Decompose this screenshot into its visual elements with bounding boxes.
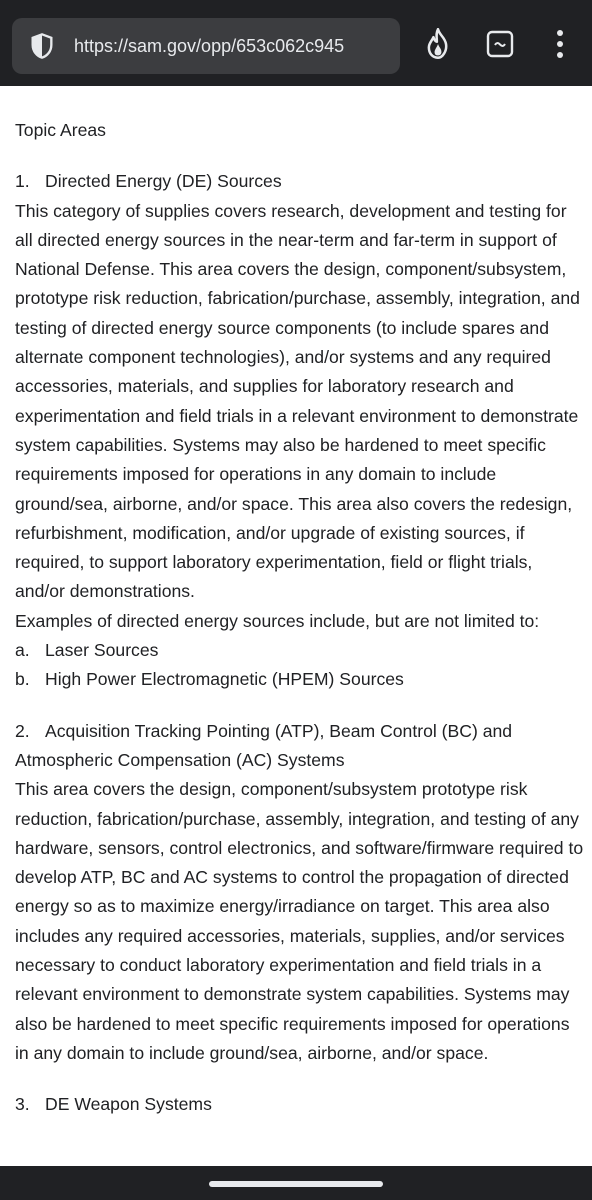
topic-2-number: 2. — [15, 720, 30, 741]
example-text: High Power Electromagnetic (HPEM) Sources — [45, 669, 404, 690]
topic-1-title — [15, 167, 585, 196]
topic-2-title-text: Acquisition Tracking Pointing (ATP), Beam Control (BC) and Atmospheric Compensation (AC) Systems — [15, 720, 513, 770]
url-text[interactable]: https://sam.gov/opp/653c062c945 — [74, 36, 345, 56]
home-gesture-handle[interactable] — [209, 1181, 383, 1187]
example-text: Laser Sources — [45, 640, 159, 661]
browser-toolbar — [0, 0, 592, 86]
shield-icon[interactable] — [28, 32, 56, 60]
fire-icon — [424, 28, 452, 60]
example-label: a. — [15, 640, 30, 661]
topic-1-body: This category of supplies covers research, development and testing for all directed energy sources in the near-term and far-term in support of National Defense. This area covers the design, component/subsystem, prototype risk reduction, fabrication/purchase, assembly, integration, and testing of directed energy source components (to include spares and alternate component technologies), and/or systems and any required accessories, materials, and supplies for laboratory research and experimentation and field trials in a relevant environment to demonstrate system capabilities. Systems may also be hardened to meet specific requirements imposed for operations in any domain to include ground/sea, airborne, and/or space. This area also covers the redesign, refurbishment, modification, and/or upgrade of existing sources, if required, to support laboratory experimentation, field or flight trials, and/or demonstrations. — [15, 200, 580, 602]
tab-switcher-icon — [485, 29, 515, 59]
topic-3-number: 3. — [15, 1094, 30, 1115]
document-content — [15, 116, 585, 1120]
example-label: b. — [15, 669, 30, 690]
example-item-a — [15, 636, 585, 665]
fire-button[interactable] — [418, 24, 458, 64]
tab-switcher-button[interactable] — [480, 24, 520, 64]
topic-areas-heading: Topic Areas — [15, 120, 106, 140]
overflow-menu-icon — [555, 29, 565, 59]
topic-2-title — [15, 717, 585, 776]
topic-3-title — [15, 1090, 585, 1119]
topic-1-number: 1. — [15, 171, 30, 192]
topic-2-body: This area covers the design, component/subsystem prototype risk reduction, fabrication/purchase, assembly, integration, and testing of any hardware, sensors, control electronics, and software/firmware required to develop ATP, BC and AC systems to control the propagation of directed energy so as to maximize energy/irradiance on target. This area also includes any required accessories, materials, supplies, and/or services necessary to conduct laboratory experimentation and field trials in a relevant environment to demonstrate system capabilities. Systems may also be hardened to meet specific requirements imposed for operations in any domain to include ground/sea, airborne, and/or space. — [15, 779, 584, 1063]
example-item-b — [15, 665, 585, 694]
topic-1-title-text: Directed Energy (DE) Sources — [45, 171, 282, 192]
overflow-menu-button[interactable] — [540, 24, 580, 64]
address-bar[interactable] — [12, 18, 400, 74]
topic-3-title-text: DE Weapon Systems — [45, 1094, 212, 1115]
topic-1-examples-intro: Examples of directed energy sources include, but are not limited to: — [15, 610, 540, 631]
